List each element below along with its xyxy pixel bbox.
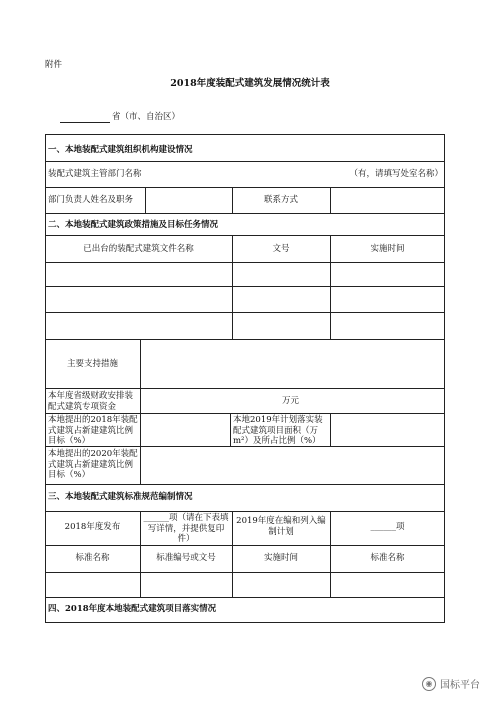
doc-name-cell[interactable] [46, 263, 232, 286]
planned-count: ______项 [370, 522, 405, 532]
col-doc-time: 实施时间 [370, 244, 405, 254]
watermark [422, 676, 480, 691]
section-2-heading: 二、本地装配式建筑政策措施及目标任务情况 [48, 220, 219, 230]
person-label: 部门负责人姓名及职务 [48, 195, 134, 205]
doc-name-cell[interactable] [46, 287, 232, 312]
col-standard-code: 标准编号或文号 [156, 553, 216, 563]
person-field[interactable] [146, 188, 232, 213]
measures-label: 主要支持措施 [66, 359, 118, 369]
released-note: ______项（请在下表填写详情，并提供复印件） [143, 513, 229, 545]
target-2018-label: 本地提出的2018年装配式建筑占新建建筑比例目标（%） [48, 415, 138, 447]
released-label: 2018年度发布 [64, 522, 121, 532]
target-2020-label: 本地提出的2020年装配式建筑占新建建筑比例目标（%） [48, 449, 138, 481]
col-standard-name-2: 标准名称 [370, 553, 405, 563]
dept-name-note: （有，请填写处室名称） [349, 169, 443, 179]
dept-name-field[interactable] [46, 162, 444, 187]
province-underline [60, 122, 110, 123]
section-1-heading: 一、本地装配式建筑组织机构建设情况 [48, 145, 193, 155]
contact-label: 联系方式 [263, 195, 298, 205]
target-2020-field[interactable] [141, 447, 444, 484]
contact-field[interactable] [331, 188, 444, 213]
funds-unit: 万元 [282, 396, 300, 406]
funds-label: 本年度省级财政安排装配式建筑专项资金 [48, 391, 134, 412]
col-standard-time: 实施时间 [263, 553, 298, 563]
doc-name-cell[interactable] [46, 313, 232, 339]
col-doc-name: 已出台的装配式建筑文件名称 [83, 244, 194, 254]
province-label: 省（市、自治区） [112, 112, 181, 122]
attachment-label: 附件 [45, 60, 63, 70]
col-doc-number: 文号 [272, 244, 290, 254]
planned-label: 2019年度在编和列入编制计划 [236, 516, 326, 537]
section-4-heading: 四、2018年度本地装配式建筑项目落实情况 [48, 604, 217, 614]
col-standard-name: 标准名称 [75, 553, 110, 563]
section-3-heading: 三、本地装配式建筑标准规范编制情况 [48, 492, 193, 502]
measures-field[interactable] [141, 340, 444, 388]
page-title: 2018年度装配式建筑发展情况统计表 [170, 78, 330, 89]
watermark-text: 国标平台 [440, 680, 480, 691]
dept-name-label: 装配式建筑主管部门名称 [48, 169, 142, 179]
plan-2019-label: 本地2019年计划落实装配式建筑项目面积（万m²）及所占比例（%） [233, 415, 323, 447]
wechat-icon: ◉ [422, 677, 436, 691]
